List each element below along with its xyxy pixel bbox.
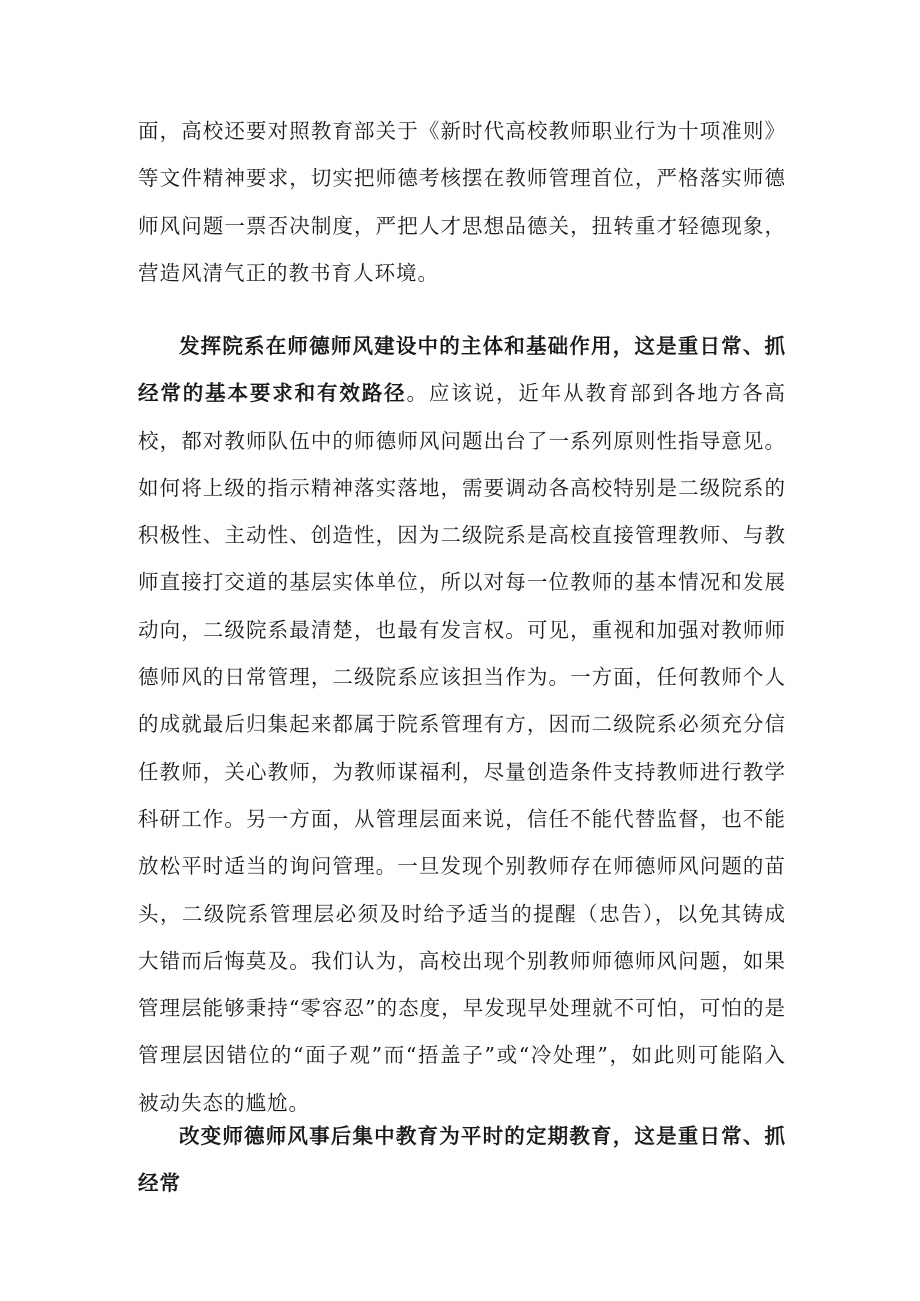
paragraph-regular-education [138, 1113, 786, 1208]
paragraph-body: 面，高校还要对照教育部关于《新时代高校教师职业行为十项准则》等文件精神要求，切实把师德考核摆在教师管理首位，严格落实师德师风问题一票否决制度，严把人才思想品德关，扭转重才轻德现象，营造风清气正的教书育人环境。 [138, 119, 786, 285]
paragraph-continuation [138, 108, 786, 297]
paragraph-lead: 改变师德师风事后集中教育为平时的定期教育，这是重日常、抓经常 [138, 1124, 786, 1196]
paragraph-lead: 发挥院系在师德师风建设中的主体和基础作用，这是重日常、抓经常的基本要求和有效路径 [138, 334, 786, 406]
paragraph-body: 。应该说，近年从教育部到各地方各高校，都对教师队伍中的师德师风问题出台了一系列原则性指导意见。如何将上级的指示精神落实落地，需要调动各高校特别是二级院系的积极性、主动性、创造性，因为二级院系是高校直接管理教师、与教师直接打交道的基层实体单位，所以对每一位教师的基本情况和发展动向，二级院系最清楚，也最有发言权。可见，重视和加强对教师师德师风的日常管理，二级院系应该担当作为。一方面，任何教师个人的成就最后归集起来都属于院系管理有方，因而二级院系必须充分信任教师，关心教师，为教师谋福利，尽量创造条件支持教师进行教学科研工作。另一方面，从管理层面来说，信任不能代替监督，也不能放松平时适当的询问管理。一旦发现个别教师存在师德师风问题的苗头，二级院系管理层必须及时给予适当的提醒（忠告），以免其铸成大错而后悔莫及。我们认为，高校出现个别教师师德师风问题，如果管理层能够秉持“零容忍”的态度，早发现早处理就不可怕，可怕的是管理层因错位的“面子观”而“捂盖子”或“冷处理”，如此则可能陷入被动失态的尴尬。 [138, 381, 786, 1115]
paragraph-department-role [138, 323, 786, 1127]
